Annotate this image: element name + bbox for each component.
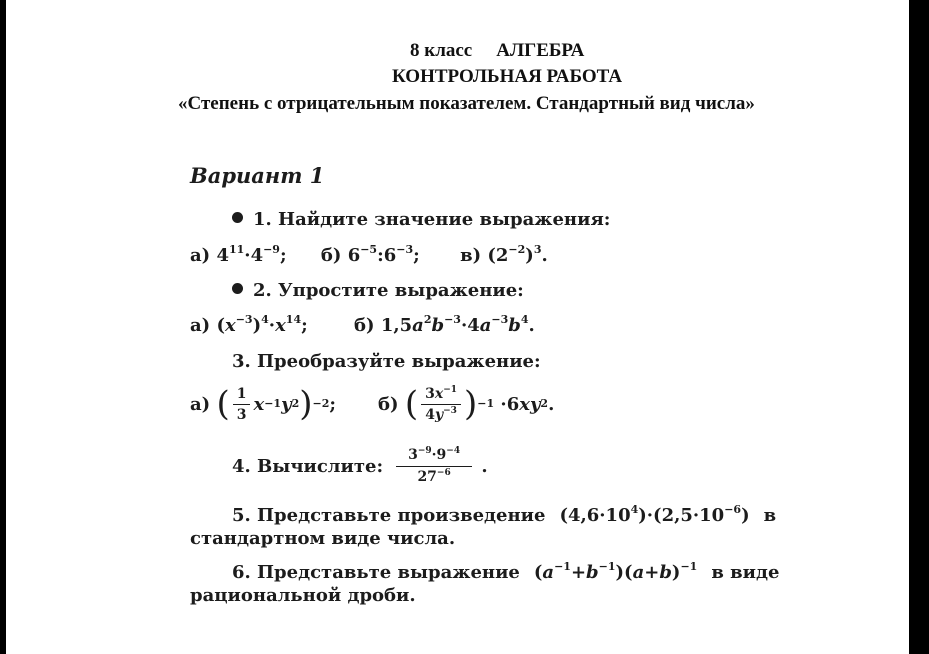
bullet-icon <box>232 283 243 294</box>
subject: АЛГЕБРА <box>496 40 585 61</box>
task-4: 4. Вычислите: $\frac{3^{-9}\cdot 9^{-4}}{27^{-6}}$ . <box>232 446 488 485</box>
task-2-heading <box>232 280 524 301</box>
task-2-expressions: а) $(x^{-3})^4\cdot x^{14}$; б) $1,5a^2b^{-3}\cdot 4a^{-3}b^4$. <box>190 313 535 336</box>
task-2-label: 2. Упростите выражение: <box>253 280 524 301</box>
variant-title: Вариант 1 <box>190 163 325 188</box>
bullet-icon <box>232 212 243 223</box>
task-1-label: 1. Найдите значение выражения: <box>253 209 611 230</box>
task-6-label: 6. Представьте выражение <box>232 562 520 583</box>
task-3-expressions: а) ( $\frac{1}{3}$ x −1 y 2 ) −2 ; б) ( $\frac{3x^{-1}}{4y^{-3}}$ ) −1 ·6 xy 2 . <box>190 384 555 424</box>
work-title: КОНТРОЛЬНАЯ РАБОТА <box>392 66 623 87</box>
header-line-1 <box>410 40 584 62</box>
task-1-expressions: а) $4^{11}\cdot 4^{-9}$; б) $6^{-5}:6^{-3}$; в) $(2^{-2})^3$. <box>190 243 548 266</box>
task-5-line-1: 5. Представьте произведение $(4,6\cdot 10^4)\cdot(2,5\cdot 10^{-6})$ в <box>232 503 777 526</box>
task-6-line-1: 6. Представьте выражение $(a^{-1}+b^{-1})(a+b)^{-1}$ в виде <box>232 560 780 583</box>
task-4-label: 4. Вычислите: <box>232 455 384 477</box>
task-6-line-2: рациональной дроби. <box>190 585 416 606</box>
topic: «Степень с отрицательным показателем. Стандартный вид числа» <box>178 93 755 114</box>
left-edge <box>0 0 6 654</box>
right-edge <box>909 0 929 654</box>
task-5-line-2: стандартном виде числа. <box>190 528 456 549</box>
grade: 8 класс <box>410 40 473 61</box>
task-3-label: 3. Преобразуйте выражение: <box>232 351 541 372</box>
task-1-heading <box>232 209 610 230</box>
task-5-label: 5. Представьте произведение <box>232 505 546 526</box>
